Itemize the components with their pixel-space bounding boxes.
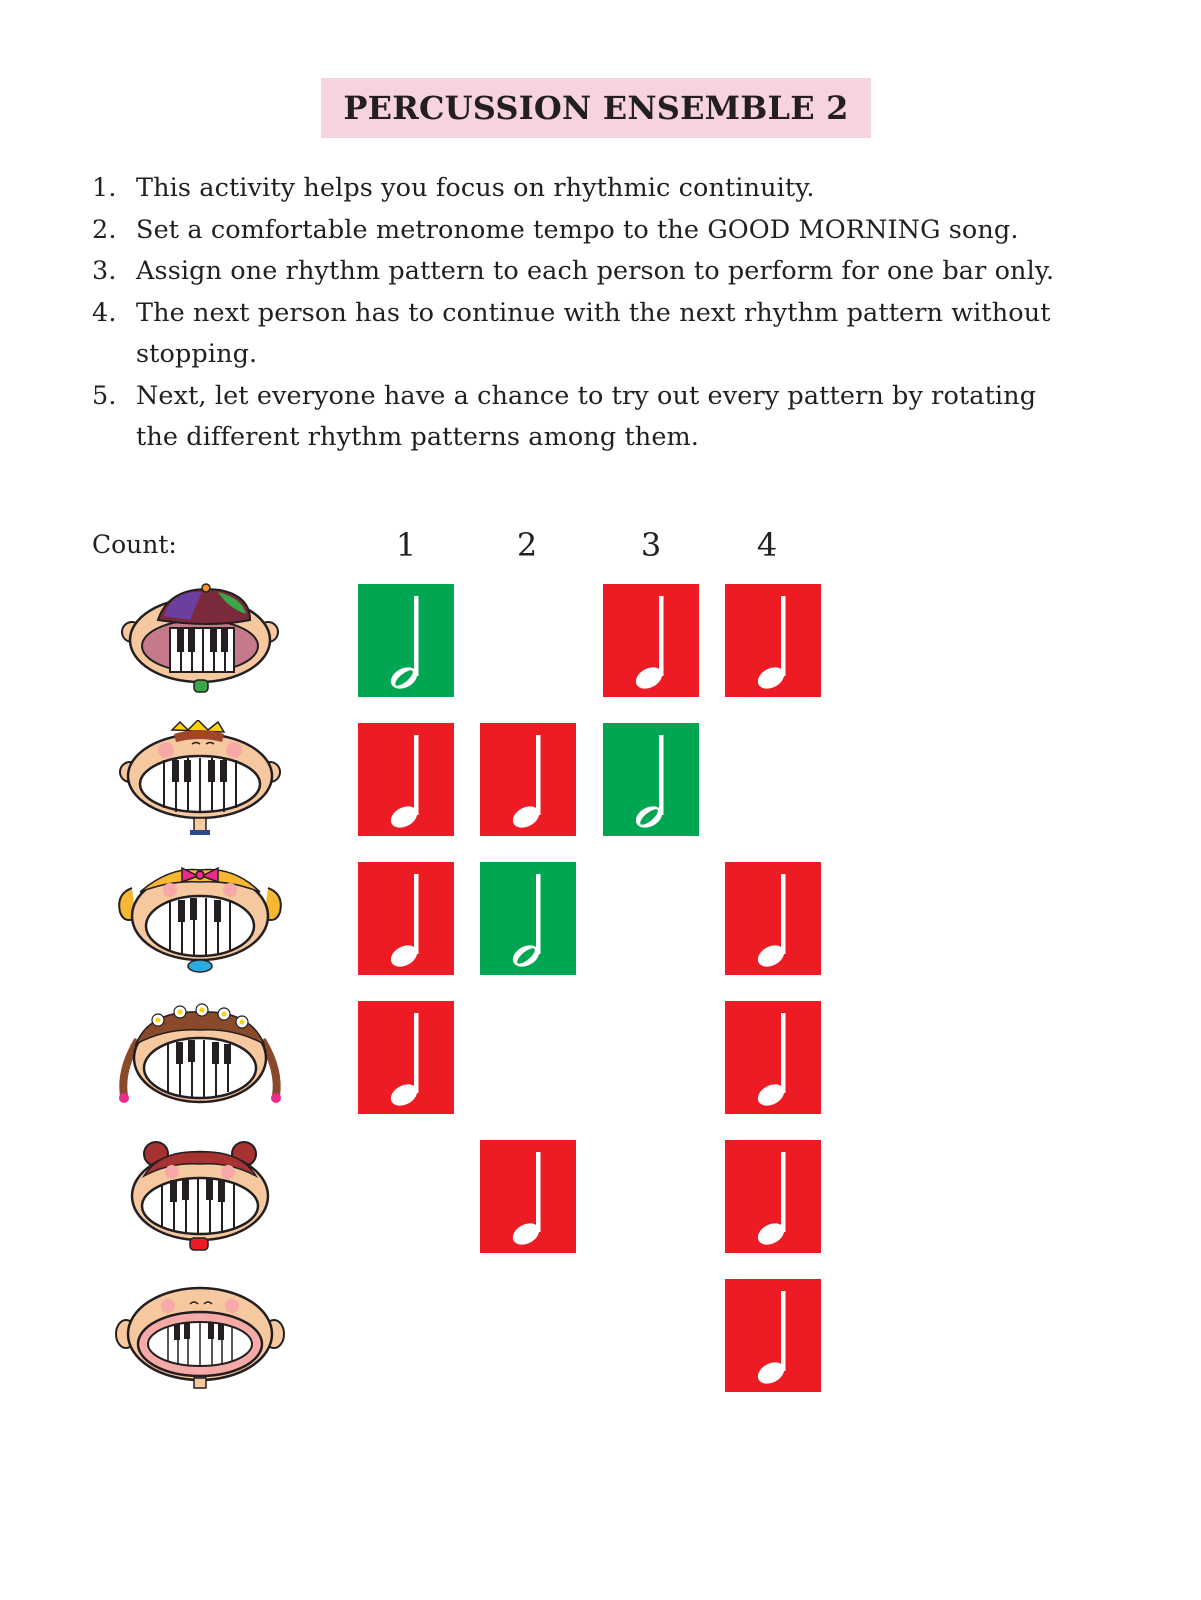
quarter-note-box <box>358 723 454 836</box>
instruction-item <box>92 251 1102 293</box>
quarter-note-box <box>725 1140 821 1253</box>
boy-with-cap-face-icon <box>110 580 290 700</box>
quarter-note-icon <box>480 723 576 836</box>
quarter-note-box <box>725 1279 821 1392</box>
instruction-list <box>92 168 1102 459</box>
quarter-note-box <box>725 1001 821 1114</box>
instruction-number: 4. <box>92 297 117 328</box>
instruction-number: 5. <box>92 380 117 411</box>
girl-with-flowers-face-icon <box>110 1000 290 1120</box>
count-beat-2: 2 <box>516 526 538 564</box>
quarter-note-icon <box>358 862 454 975</box>
instruction-text: This activity helps you focus on rhythmic continuity. <box>136 173 815 203</box>
quarter-note-icon <box>603 584 699 697</box>
girl-with-bow-face-icon <box>110 858 290 978</box>
quarter-note-box <box>480 1140 576 1253</box>
quarter-note-icon <box>725 1140 821 1253</box>
quarter-note-icon <box>358 1001 454 1114</box>
half-note-icon <box>480 862 576 975</box>
boy-with-crown-face-icon <box>110 720 290 840</box>
instruction-text-continued: stopping. <box>136 339 258 369</box>
quarter-note-icon <box>725 862 821 975</box>
quarter-note-icon <box>725 584 821 697</box>
quarter-note-box <box>725 584 821 697</box>
instruction-number: 2. <box>92 214 117 245</box>
count-label: Count: <box>92 530 177 559</box>
half-note-box <box>603 723 699 836</box>
count-beat-4: 4 <box>756 526 778 564</box>
quarter-note-box <box>603 584 699 697</box>
quarter-note-icon <box>358 723 454 836</box>
instruction-text-continued: the different rhythm patterns among them. <box>136 422 699 452</box>
instruction-number: 1. <box>92 173 117 203</box>
instruction-item <box>92 376 1102 459</box>
half-note-box <box>480 862 576 975</box>
instruction-item <box>92 168 1102 210</box>
count-beat-1: 1 <box>395 526 417 564</box>
bald-boy-face-icon <box>110 1278 290 1398</box>
instruction-item <box>92 210 1102 252</box>
instruction-number: 3. <box>92 256 117 286</box>
instruction-text: Set a comfortable metronome tempo to the GOOD MORNING song. <box>136 214 1019 245</box>
count-beat-3: 3 <box>640 526 662 564</box>
half-note-icon <box>603 723 699 836</box>
page-title: PERCUSSION ENSEMBLE 2 <box>321 78 871 138</box>
instruction-text: The next person has to continue with the next rhythm pattern without <box>136 297 1051 328</box>
half-note-icon <box>358 584 454 697</box>
girl-with-buns-face-icon <box>110 1138 290 1258</box>
instruction-text: Assign one rhythm pattern to each person to perform for one bar only. <box>136 256 1055 286</box>
quarter-note-box <box>480 723 576 836</box>
half-note-box <box>358 584 454 697</box>
instruction-text: Next, let everyone have a chance to try out every pattern by rotating <box>136 380 1037 411</box>
quarter-note-icon <box>725 1279 821 1392</box>
quarter-note-icon <box>725 1001 821 1114</box>
quarter-note-box <box>725 862 821 975</box>
instruction-item <box>92 293 1102 376</box>
quarter-note-icon <box>480 1140 576 1253</box>
quarter-note-box <box>358 1001 454 1114</box>
quarter-note-box <box>358 862 454 975</box>
